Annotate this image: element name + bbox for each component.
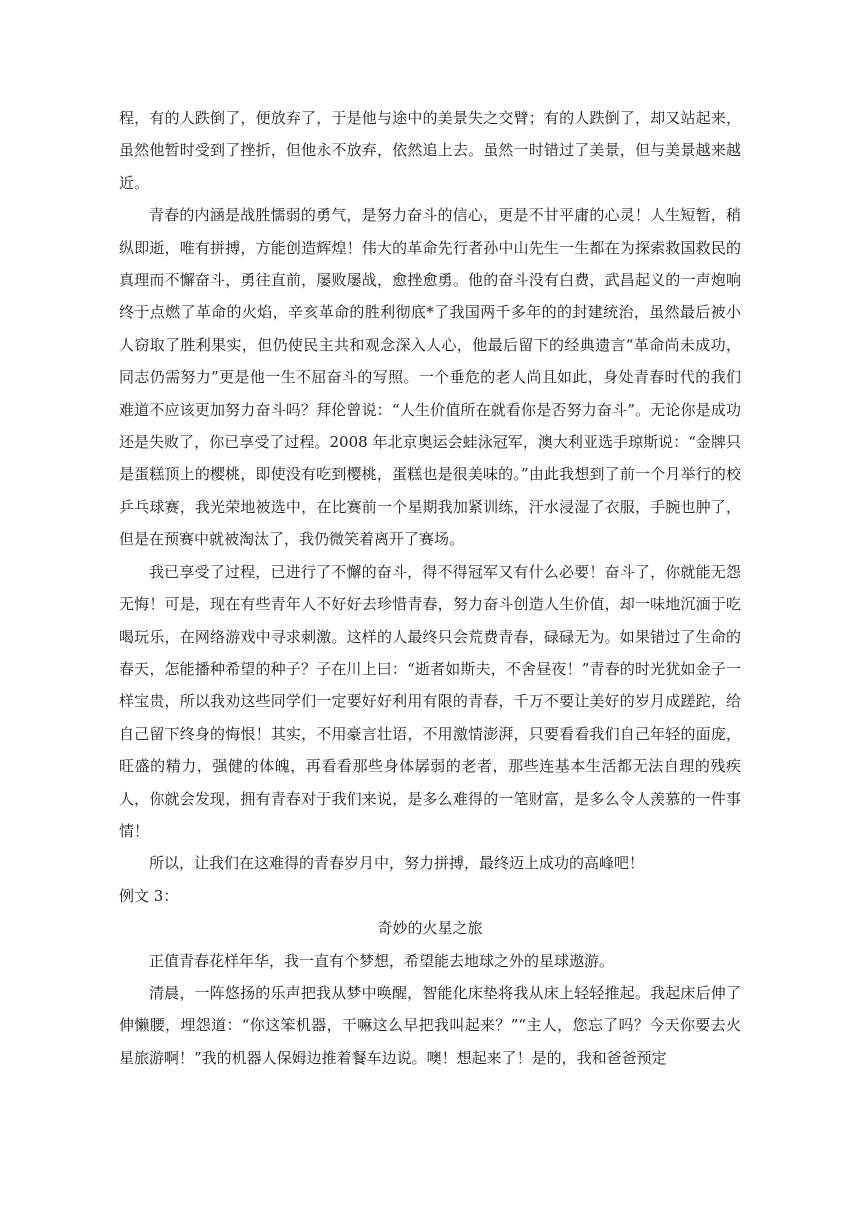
paragraph-conclusion: 所以，让我们在这难得的青春岁月中，努力拼搏，最终迈上成功的高峰吧！ [149,854,645,873]
document-body [119,102,741,1074]
example-label: 例文 3： [119,886,179,905]
essay-paragraph: 清晨，一阵悠扬的乐声把我从梦中唤醒，智能化床垫将我从床上轻轻推起。我起床后伸了伸懒腰，埋怨道：“你这笨机器，干嘛这么早把我叫起来？”“主人，您忘了吗？今天你要去火星旅游啊！”我的机器人保姆边推着餐车边说。噢！想起来了！是的，我和爸爸预定 [119,983,741,1067]
paragraph-continued: 程，有的人跌倒了，便放弃了，于是他与途中的美景失之交臂；有的人跌倒了，却又站起来，虽然他暂时受到了挫折，但他永不放弃，依然追上去。虽然一时错过了美景，但与美景越来越近。 [119,109,741,192]
essay-title: 奇妙的火星之旅 [377,919,483,938]
paragraph-youth-meaning: 青春的内涵是战胜懦弱的勇气，是努力奋斗的信心，更是不甘平庸的心灵！人生短暂，稍纵即逝，唯有拼搏，方能创造辉煌！伟大的革命先行者孙中山先生一生都在为探索救国救民的真理而不懈奋斗，勇往直前，屡败屡战，愈挫愈勇。他的奋斗没有白费，武昌起义的一声炮响终于点燃了革命的火焰，辛亥革命的胜利彻底*了我国两千多年的的封建统治，虽然最后被小人窃取了胜利果实，但仍使民主共和观念深入人心，他最后留下的经典遗言“革命尚未成功，同志仍需努力”更是他一生不屈奋斗的写照。一个垂危的老人尚且如此，身处青春时代的我们难道不应该更加努力奋斗吗？拜伦曾说：“人生价值所在就看你是否努力奋斗”。无论你是成功还是失败了，你已享受了过程。2008 年北京奥运会蛙泳冠军，澳大利亚选手琼斯说：“金牌只是蛋糕顶上的樱桃，即使没有吃到樱桃，蛋糕也是很美味的。”由此我想到了前一个月举行的校乒乓球赛，我光荣地被选中，在比赛前一个星期我加紧训练，汗水浸湿了衣服，手腕也肿了，但是在预赛中就被淘汰了，我仍微笑着离开了赛场。 [119,206,741,549]
paragraph-enjoy-process: 我已享受了过程，已进行了不懈的奋斗，得不得冠军又有什么必要！奋斗了，你就能无怨无悔！可是，现在有些青年人不好好去珍惜青春，努力奋斗创造人生价值，却一味地沉湎于吃喝玩乐，在网络游戏中寻求刺激。这样的人最终只会荒费青春，碌碌无为。如果错过了生命的春天，怎能播种希望的种子？子在川上曰：“逝者如斯夫，不舍昼夜！”青春的时光犹如金子一样宝贵，所以我劝这些同学们一定要好好利用有限的青春，千万不要让美好的岁月成蹉跎，给自己留下终身的悔恨！其实，不用豪言壮语，不用激情澎湃，只要看看我们自己年轻的面庞，旺盛的精力，强健的体魄，再看看那些身体孱弱的老者，那些连基本生活都无法自理的残疾人，你就会发现，拥有青春对于我们来说，是多么难得的一笔财富，是多么令人羡慕的一件事情！ [119,562,741,840]
essay-paragraph: 正值青春花样年华，我一直有个梦想，希望能去地球之外的星球遨游。 [149,951,615,970]
